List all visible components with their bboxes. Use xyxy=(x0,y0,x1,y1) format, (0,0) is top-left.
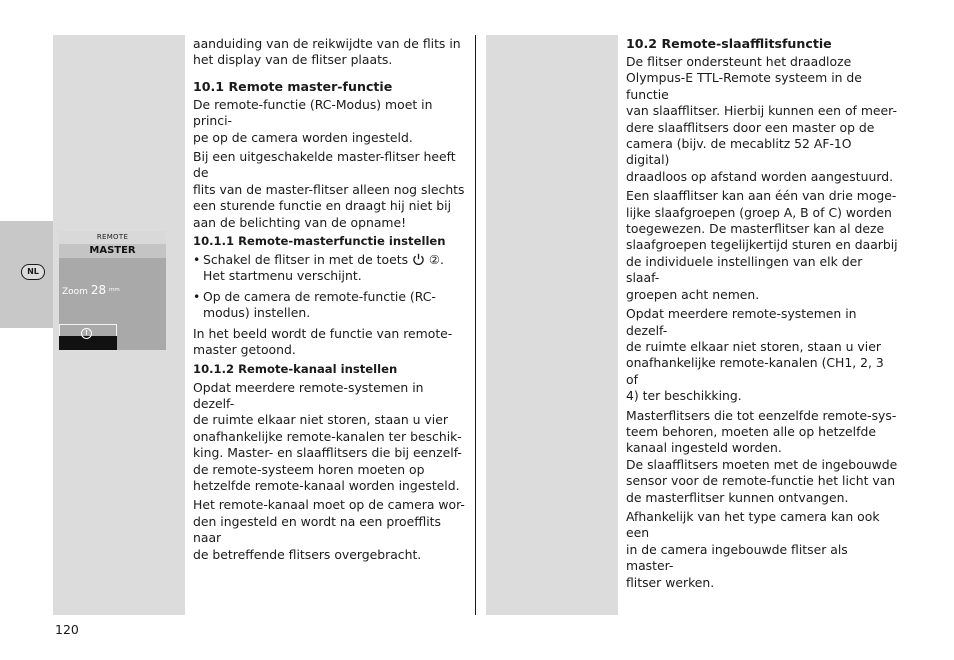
info-icon xyxy=(81,328,92,339)
paragraph-rc-mode: De remote-functie (RC-Modus) moet in princi- pe op de camera worden ingesteld. xyxy=(193,96,433,145)
paragraph-camera-flash: Afhankelijk van het type camera kan ook een in de camera ingebouwde flitser als master- flitser werken. xyxy=(626,508,880,590)
heading-remote-slave: 10.2 Remote-slaafflitsfunctie xyxy=(626,36,832,51)
heading-master-setup: 10.1.1 Remote-masterfunctie instellen xyxy=(193,234,446,249)
heading-channel-setup: 10.1.2 Remote-kanaal instellen xyxy=(193,361,398,376)
language-badge: NL xyxy=(21,264,45,280)
display-mode-label: MASTER xyxy=(59,244,166,258)
paragraph-channels: Opdat meerdere remote-systemen in dezelf- de ruimte elkaar niet storen, staan u vier onafhankelijke remote-kanalen ter beschik- king. Master- en slaafflitsers die bij eenzelf- de remote-systeem horen moeten op hetzelfde remote-kanaal worden ingesteld. xyxy=(193,379,462,493)
paragraph-display-shows: In het beeld wordt de functie van remote- master getoond. xyxy=(193,325,453,358)
paragraph-olympus-ttl: De flitser ondersteunt het draadloze Olympus-E TTL-Remote systeem in de functie van slaafflitser. Hierbij kunnen een of meer- dere slaafflitsers door een master op de camera (bijv. de mecablitz 52 AF-1O digital) draadloos op afstand worden aangestuurd. xyxy=(626,54,897,184)
heading-remote-master: 10.1 Remote master-functie xyxy=(193,78,393,94)
bullet-power-on: • Schakel de flitser in met de toets ②. Het startmenu verschijnt. xyxy=(193,252,444,284)
left-text-column xyxy=(193,36,468,566)
paragraph-same-channel: Masterflitsers die tot eenzelfde remote-sys- teem behoren, moeten alle op hetzelfde kanaal ingesteld worden. De slaafflitsers moeten met de ingebouwde sensor voor de remote-functie het licht van de masterflitser kunnen ontvangen. xyxy=(626,407,898,505)
display-zoom-value: 28 xyxy=(90,283,107,297)
page-number: 120 xyxy=(55,622,79,637)
right-margin-panel xyxy=(486,35,618,615)
display-zoom xyxy=(62,283,120,297)
display-zoom-unit: mm xyxy=(108,287,120,293)
paragraph-slave-groups: Een slaafflitser kan aan één van drie moge- lijke slaafgroepen (groep A, B of C) worden toegewezen. De masterflitser kan al deze slaafgroepen tegelijkertijd sturen en daarbij de individuele instellingen van elk der slaaf- groepen acht nemen. xyxy=(626,188,898,302)
paragraph-master-off: Bij een uitgeschakelde master-flitser heeft de flits van de master-flitser alleen nog slechts een sturende functie en draagt hij niet bij aan de belichting van de opname! xyxy=(193,149,465,230)
intro-paragraph: aanduiding van de reikwijdte van de flits in het display van de flitser plaats. xyxy=(193,36,461,68)
bullet-camera-rc: • Op de camera de remote-functie (RC- modus) instellen. xyxy=(193,288,436,321)
display-zoom-label: Zoom xyxy=(62,287,88,297)
paragraph-channel-camera: Het remote-kanaal moet op de camera wor- den ingesteld en wordt na een proefflits naar de betreffende flitsers overgebracht. xyxy=(193,497,465,562)
paragraph-remote-channels: Opdat meerdere remote-systemen in dezelf- de ruimte elkaar niet storen, staan u vier onafhankelijke remote-kanalen (CH1, 2, 3 of 4) ter beschikking. xyxy=(626,306,884,404)
right-text-column xyxy=(626,36,898,594)
display-remote-label: REMOTE xyxy=(59,231,166,244)
flash-display xyxy=(59,231,166,350)
column-divider xyxy=(475,35,476,615)
power-icon xyxy=(412,253,425,266)
display-softkey xyxy=(59,324,117,349)
